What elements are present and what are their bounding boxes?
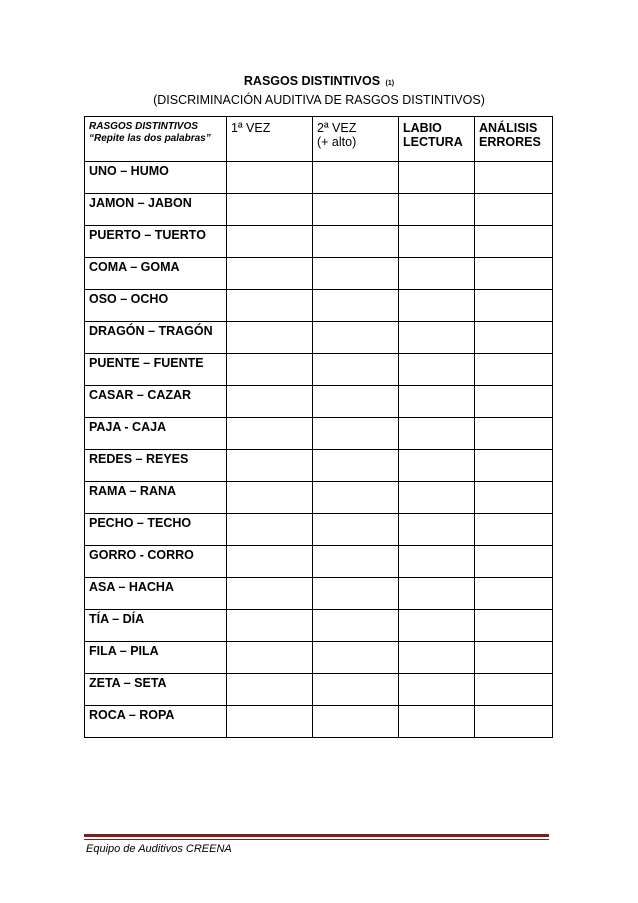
- error-analysis-cell[interactable]: [475, 642, 553, 674]
- table-row: [85, 610, 553, 642]
- second-time-cell[interactable]: [313, 226, 399, 258]
- header-second-time: [313, 117, 399, 162]
- word-pair-cell: FILA – PILA: [85, 642, 227, 674]
- word-pair-cell: PUERTO – TUERTO: [85, 226, 227, 258]
- title-text: RASGOS DISTINTIVOS: [243, 74, 381, 88]
- error-analysis-cell[interactable]: [475, 162, 553, 194]
- table-row: [85, 514, 553, 546]
- header-error-analysis: [475, 117, 553, 162]
- second-time-cell[interactable]: [313, 162, 399, 194]
- lip-reading-cell[interactable]: [399, 578, 475, 610]
- second-time-cell[interactable]: [313, 258, 399, 290]
- table-row: [85, 482, 553, 514]
- word-pair-cell: TÍA – DÍA: [85, 610, 227, 642]
- lip-reading-cell[interactable]: [399, 226, 475, 258]
- second-time-cell[interactable]: [313, 642, 399, 674]
- first-time-cell[interactable]: [227, 418, 313, 450]
- page-title: [0, 74, 638, 88]
- word-pair-cell: RAMA – RANA: [85, 482, 227, 514]
- first-time-cell[interactable]: [227, 674, 313, 706]
- error-analysis-cell[interactable]: [475, 706, 553, 738]
- table-row: [85, 290, 553, 322]
- table-header-row: [85, 117, 553, 162]
- word-pair-cell: ROCA – ROPA: [85, 706, 227, 738]
- word-pair-cell: OSO – OCHO: [85, 290, 227, 322]
- lip-reading-cell[interactable]: [399, 162, 475, 194]
- second-time-cell[interactable]: [313, 386, 399, 418]
- second-time-cell[interactable]: [313, 194, 399, 226]
- first-time-cell[interactable]: [227, 162, 313, 194]
- second-time-cell[interactable]: [313, 578, 399, 610]
- word-pair-cell: REDES – REYES: [85, 450, 227, 482]
- header-lip-reading-l2: LECTURA: [403, 135, 463, 149]
- first-time-cell[interactable]: [227, 322, 313, 354]
- second-time-cell[interactable]: [313, 610, 399, 642]
- lip-reading-cell[interactable]: [399, 194, 475, 226]
- lip-reading-cell[interactable]: [399, 386, 475, 418]
- first-time-cell[interactable]: [227, 450, 313, 482]
- table-row: [85, 642, 553, 674]
- error-analysis-cell[interactable]: [475, 674, 553, 706]
- first-time-cell[interactable]: [227, 290, 313, 322]
- word-pair-cell: COMA – GOMA: [85, 258, 227, 290]
- table-row: [85, 226, 553, 258]
- header-second-time-label: 2ª VEZ: [317, 121, 357, 135]
- header-rasgos: [85, 117, 227, 162]
- header-rasgos-instruction: “Repite las dos palabras”: [89, 133, 211, 144]
- table-row: [85, 706, 553, 738]
- error-analysis-cell[interactable]: [475, 194, 553, 226]
- page-subtitle: (DISCRIMINACIÓN AUDITIVA DE RASGOS DISTINTIVOS): [153, 93, 485, 107]
- word-pair-cell: GORRO - CORRO: [85, 546, 227, 578]
- first-time-cell[interactable]: [227, 354, 313, 386]
- word-pair-cell: ASA – HACHA: [85, 578, 227, 610]
- table-row: [85, 258, 553, 290]
- word-pair-cell: PAJA - CAJA: [85, 418, 227, 450]
- word-pair-cell: PECHO – TECHO: [85, 514, 227, 546]
- table-row: [85, 418, 553, 450]
- footer-rule: [84, 834, 549, 837]
- lip-reading-cell[interactable]: [399, 546, 475, 578]
- lip-reading-cell[interactable]: [399, 290, 475, 322]
- lip-reading-cell[interactable]: [399, 354, 475, 386]
- title-footnote: (1): [385, 80, 395, 87]
- first-time-cell[interactable]: [227, 194, 313, 226]
- word-pair-cell: DRAGÓN – TRAGÓN: [85, 322, 227, 354]
- header-second-time-note: (+ alto): [317, 135, 357, 149]
- error-analysis-cell[interactable]: [475, 258, 553, 290]
- first-time-cell[interactable]: [227, 514, 313, 546]
- table-row: [85, 386, 553, 418]
- error-analysis-cell[interactable]: [475, 482, 553, 514]
- header-error-analysis-l2: ERRORES: [479, 135, 541, 149]
- table-row: [85, 450, 553, 482]
- second-time-cell[interactable]: [313, 514, 399, 546]
- header-lip-reading-l1: LABIO: [403, 121, 442, 135]
- lip-reading-cell[interactable]: [399, 322, 475, 354]
- lip-reading-cell[interactable]: [399, 642, 475, 674]
- word-pair-cell: ZETA – SETA: [85, 674, 227, 706]
- error-analysis-cell[interactable]: [475, 354, 553, 386]
- table-row: [85, 546, 553, 578]
- error-analysis-cell[interactable]: [475, 546, 553, 578]
- second-time-cell[interactable]: [313, 354, 399, 386]
- footer-rule-thin: [84, 839, 549, 840]
- second-time-cell[interactable]: [313, 450, 399, 482]
- error-analysis-cell[interactable]: [475, 514, 553, 546]
- first-time-cell[interactable]: [227, 226, 313, 258]
- word-pair-cell: UNO – HUMO: [85, 162, 227, 194]
- lip-reading-cell[interactable]: [399, 610, 475, 642]
- first-time-cell[interactable]: [227, 578, 313, 610]
- first-time-cell[interactable]: [227, 642, 313, 674]
- second-time-cell[interactable]: [313, 546, 399, 578]
- table-row: [85, 354, 553, 386]
- first-time-cell[interactable]: [227, 610, 313, 642]
- first-time-cell[interactable]: [227, 258, 313, 290]
- footer-text: Equipo de Auditivos CREENA: [86, 843, 232, 855]
- header-error-analysis-l1: ANÁLISIS: [479, 121, 538, 135]
- table-row: [85, 674, 553, 706]
- word-pair-cell: PUENTE – FUENTE: [85, 354, 227, 386]
- error-analysis-cell[interactable]: [475, 450, 553, 482]
- error-analysis-cell[interactable]: [475, 418, 553, 450]
- error-analysis-cell[interactable]: [475, 386, 553, 418]
- second-time-cell[interactable]: [313, 706, 399, 738]
- lip-reading-cell[interactable]: [399, 706, 475, 738]
- lip-reading-cell[interactable]: [399, 674, 475, 706]
- error-analysis-cell[interactable]: [475, 578, 553, 610]
- first-time-cell[interactable]: [227, 706, 313, 738]
- error-analysis-cell[interactable]: [475, 290, 553, 322]
- error-analysis-cell[interactable]: [475, 226, 553, 258]
- second-time-cell[interactable]: [313, 418, 399, 450]
- lip-reading-cell[interactable]: [399, 450, 475, 482]
- error-analysis-cell[interactable]: [475, 610, 553, 642]
- header-rasgos-label: RASGOS DISTINTIVOS: [89, 121, 198, 132]
- table-row: [85, 578, 553, 610]
- word-pair-cell: JAMON – JABON: [85, 194, 227, 226]
- header-lip-reading: [399, 117, 475, 162]
- second-time-cell[interactable]: [313, 322, 399, 354]
- first-time-cell[interactable]: [227, 386, 313, 418]
- lip-reading-cell[interactable]: [399, 482, 475, 514]
- first-time-cell[interactable]: [227, 546, 313, 578]
- lip-reading-cell[interactable]: [399, 514, 475, 546]
- table-row: [85, 162, 553, 194]
- table-row: [85, 194, 553, 226]
- error-analysis-cell[interactable]: [475, 322, 553, 354]
- table-row: [85, 322, 553, 354]
- second-time-cell[interactable]: [313, 674, 399, 706]
- header-first-time: 1ª VEZ: [227, 117, 313, 162]
- lip-reading-cell[interactable]: [399, 418, 475, 450]
- evaluation-table: [84, 116, 553, 738]
- second-time-cell[interactable]: [313, 482, 399, 514]
- first-time-cell[interactable]: [227, 482, 313, 514]
- word-pair-cell: CASAR – CAZAR: [85, 386, 227, 418]
- lip-reading-cell[interactable]: [399, 258, 475, 290]
- second-time-cell[interactable]: [313, 290, 399, 322]
